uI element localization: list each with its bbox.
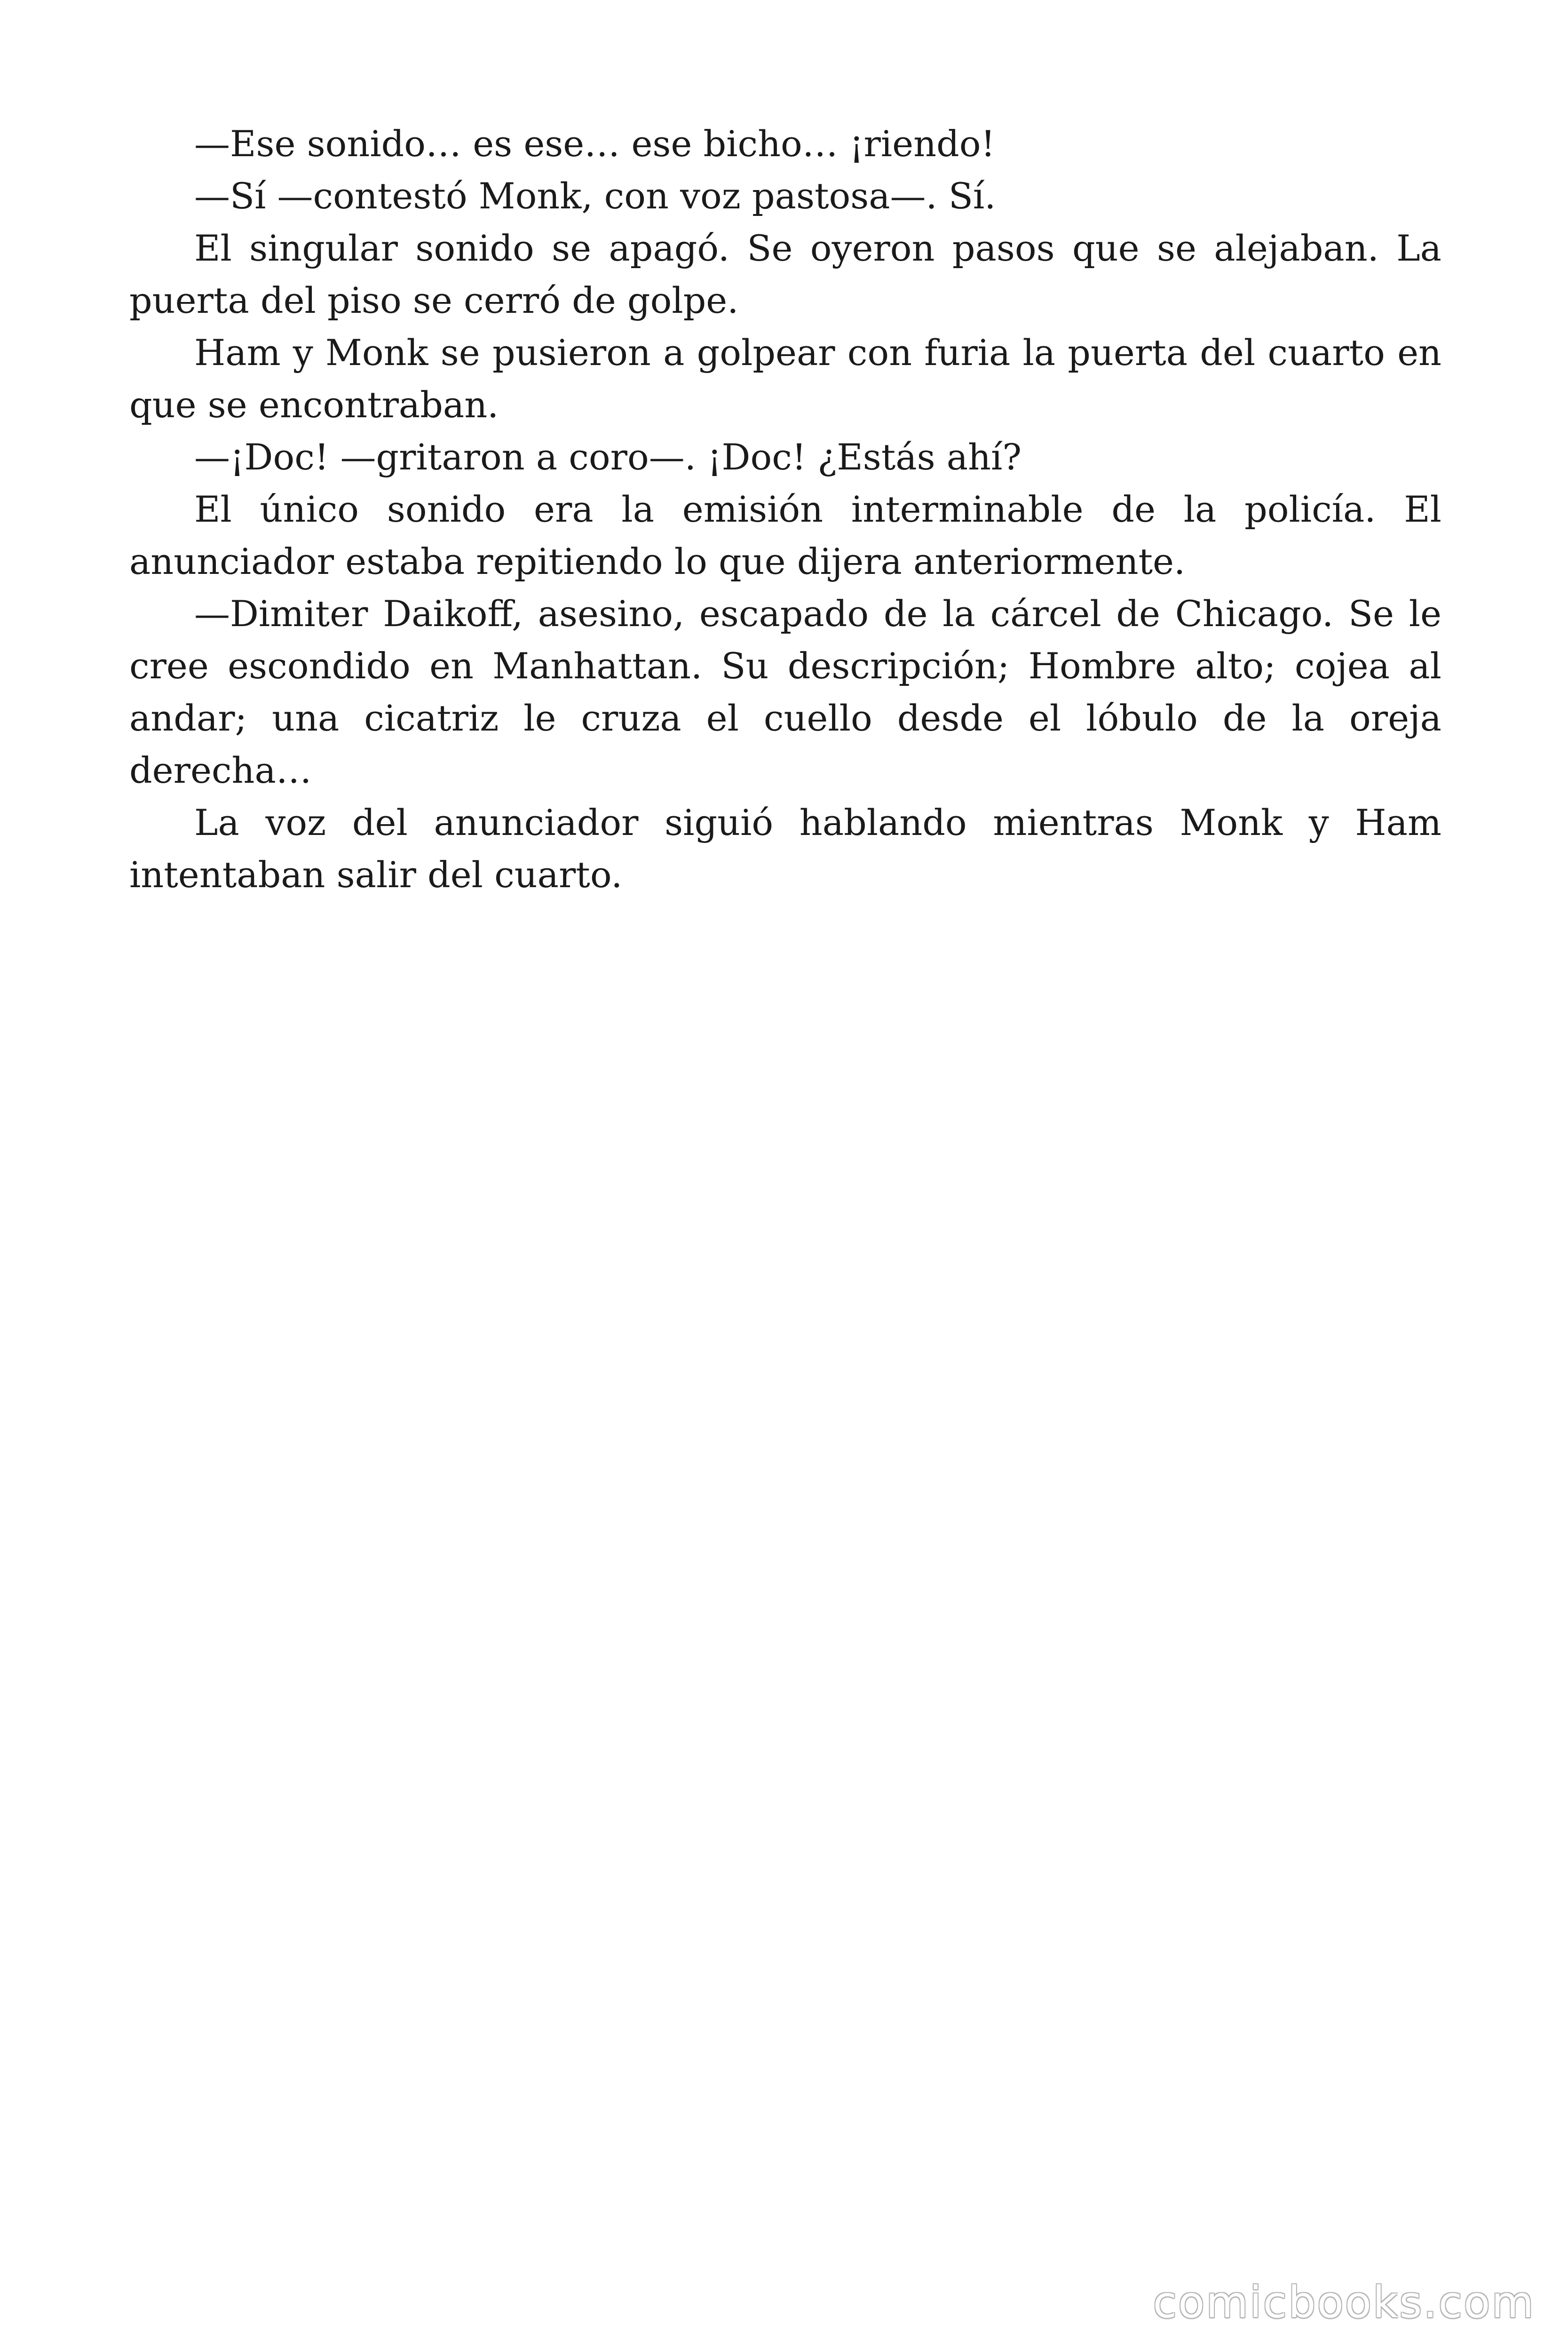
paragraph: —¡Doc! —gritaron a coro—. ¡Doc! ¿Estás ahí? bbox=[194, 436, 1022, 478]
paragraph: La voz del anunciador siguió hablando mientras Monk y Ham intentaban salir del cuarto. bbox=[129, 802, 1441, 896]
paragraph: Ham y Monk se pusieron a golpear con furia la puerta del cuarto en que se encontraban. bbox=[129, 332, 1441, 426]
paragraph: —Ese sonido… es ese… ese bicho… ¡riendo! bbox=[194, 123, 995, 165]
paragraph: —Dimiter Daikoff, asesino, escapado de la cárcel de Chicago. Se le cree escondido en Manhattan. Su descripción; Hombre alto; cojea al andar; una cicatriz le cruza el cuello desde el lóbulo de la oreja derecha… bbox=[129, 593, 1441, 791]
paragraph: —Sí —contestó Monk, con voz pastosa—. Sí. bbox=[194, 175, 996, 217]
watermark: comicbooks.com bbox=[1153, 2277, 1535, 2328]
paragraph: El singular sonido se apagó. Se oyeron pasos que se alejaban. La puerta del piso se cerró de golpe. bbox=[129, 227, 1441, 321]
paragraph: El único sonido era la emisión interminable de la policía. El anunciador estaba repitiendo lo que dijera anteriormente. bbox=[129, 488, 1441, 582]
body-text bbox=[129, 118, 1441, 901]
